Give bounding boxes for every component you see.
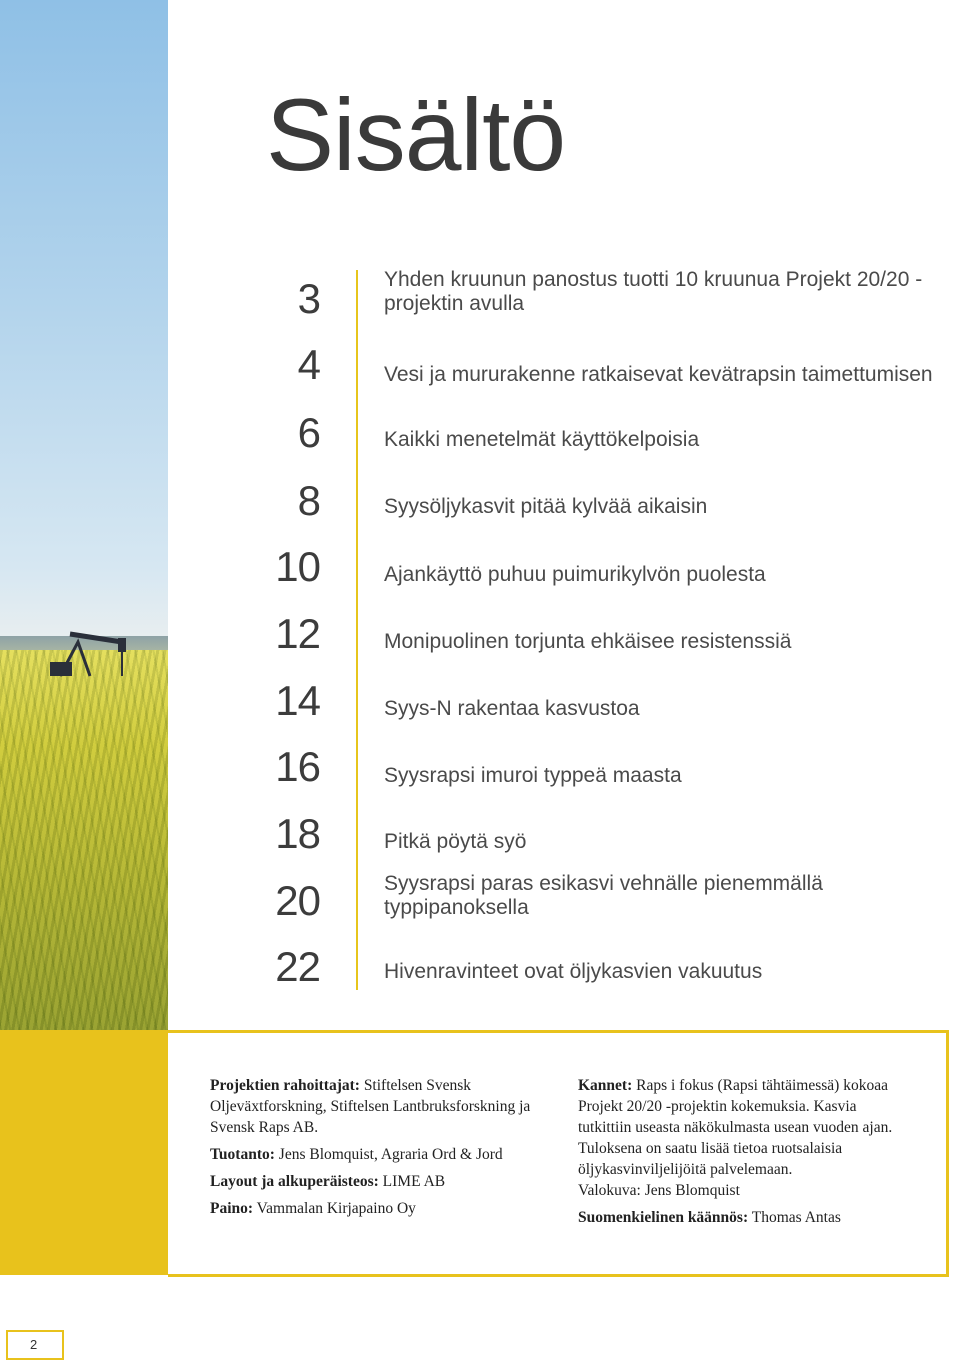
page-title: Sisältö xyxy=(266,78,566,192)
toc-page-number: 18 xyxy=(275,810,320,857)
credit-label: Projektien rahoittajat: xyxy=(210,1077,360,1094)
credit-label: Suomenkielinen käännös: xyxy=(578,1209,749,1226)
toc-page-number: 16 xyxy=(275,743,320,790)
credit-label: Paino: xyxy=(210,1200,254,1217)
toc-page-number: 3 xyxy=(297,275,320,322)
toc-page-number: 20 xyxy=(275,877,320,924)
toc-entry-title[interactable]: Ajankäyttö puhuu puimurikylvön puolesta xyxy=(384,563,766,586)
toc-entry-title[interactable]: Syysrapsi imuroi typpeä maasta xyxy=(384,764,682,787)
credit-value: Jens Blomquist, Agraria Ord & Jord xyxy=(278,1146,503,1163)
credits-right-column xyxy=(578,1075,908,1234)
credit-value: Vammalan Kirjapaino Oy xyxy=(256,1200,416,1217)
credit-value: Raps i fokus (Rapsi tähtäimessä) kokoaa Projekt 20/20 -projektin kokemuksia. Kasvia tutkittiin useasta näkökulmasta usean vuoden ajan. Tuloksena on saatu lisää tietoa ruotsalaisia öljykasvinviljelijöitä palvelemaan. xyxy=(578,1077,893,1178)
toc-page-number: 4 xyxy=(297,341,320,388)
toc-page-number: 10 xyxy=(275,543,320,590)
toc-entry-title[interactable]: Vesi ja mururakenne ratkaisevat kevätrapsin taimettumisen xyxy=(384,363,933,386)
credit-layout xyxy=(210,1171,550,1192)
page-number: 2 xyxy=(6,1330,64,1360)
toc-page-number: 22 xyxy=(275,943,320,990)
toc-divider xyxy=(356,270,358,990)
toc-entry-title[interactable]: Monipuolinen torjunta ehkäisee resistenssiä xyxy=(384,630,792,653)
accent-band xyxy=(0,1030,168,1275)
credit-value: Thomas Antas xyxy=(751,1209,841,1226)
credit-production xyxy=(210,1144,550,1165)
toc-page-number: 12 xyxy=(275,610,320,657)
credit-value: LIME AB xyxy=(382,1173,446,1190)
credit-label: Layout ja alkuperäisteos: xyxy=(210,1173,379,1190)
toc-page-number: 8 xyxy=(297,477,320,524)
toc-entry-title[interactable]: Pitkä pöytä syö xyxy=(384,830,527,853)
credit-translation xyxy=(578,1207,908,1228)
credits-left-column xyxy=(210,1075,550,1225)
credit-photo: Valokuva: Jens Blomquist xyxy=(578,1182,740,1199)
credit-funders xyxy=(210,1075,550,1138)
credits-box xyxy=(168,1030,949,1277)
toc-entry-title[interactable]: Hivenravinteet ovat öljykasvien vakuutus xyxy=(384,960,763,983)
credit-label: Tuotanto: xyxy=(210,1146,275,1163)
toc-entry-title[interactable]: Syys-N rakentaa kasvustoa xyxy=(384,697,640,720)
toc-page-number: 14 xyxy=(275,677,320,724)
credit-value: Stiftelsen Svensk Oljeväxtforskning, Stiftelsen Lantbruksforskning ja Svensk Raps AB. xyxy=(210,1077,531,1136)
toc-entry-title[interactable]: Syysrapsi paras esikasvi vehnälle pienemmällä typpipanoksella xyxy=(384,872,823,919)
credit-print xyxy=(210,1198,550,1219)
credit-covers xyxy=(578,1075,908,1180)
credit-label: Kannet: xyxy=(578,1077,633,1094)
toc-entry-title[interactable]: Kaikki menetelmät käyttökelpoisia xyxy=(384,428,700,451)
toc-page-number: 6 xyxy=(297,409,320,456)
toc-entry-title[interactable]: Syysöljykasvit pitää kylvää aikaisin xyxy=(384,495,708,518)
toc-entry-title[interactable]: Yhden kruunun panostus tuotti 10 kruunua Projekt 20/20 -projektin avulla xyxy=(384,268,923,315)
